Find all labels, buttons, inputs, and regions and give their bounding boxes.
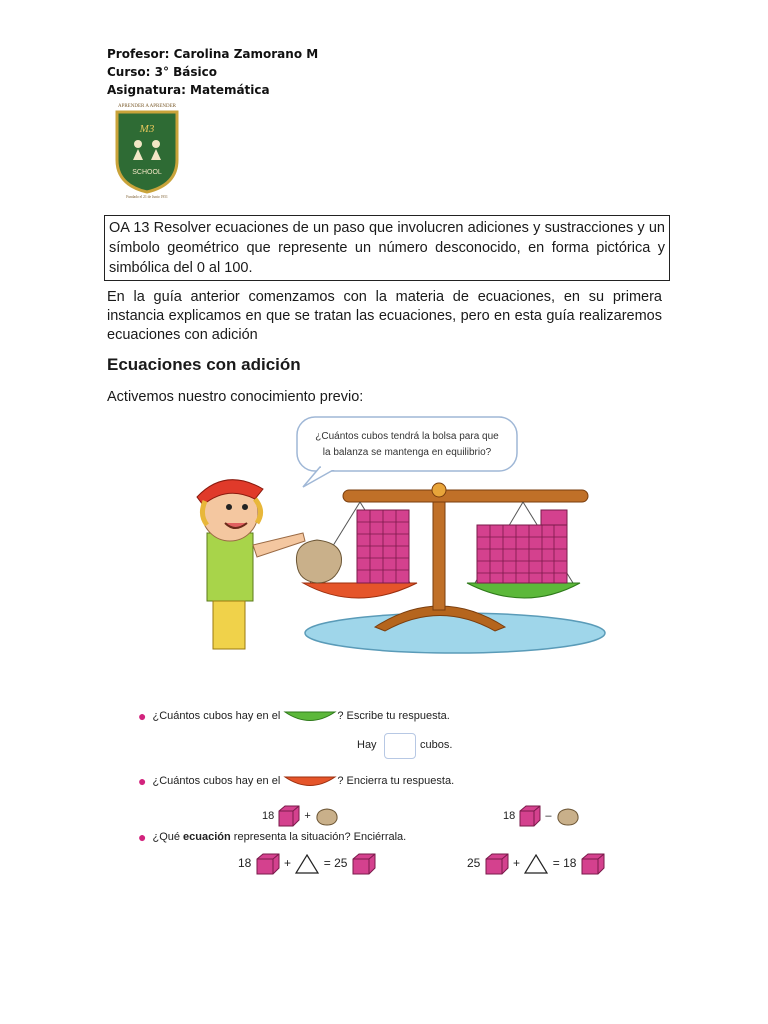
bag-icon [555,805,581,827]
section-title: Ecuaciones con adición [107,355,301,374]
cube-icon [580,853,606,875]
option-2-operator: – [545,809,552,822]
left-cube-stack [357,510,409,583]
subject-line: Asignatura: Matemática [107,83,270,97]
cube-icon [484,853,510,875]
question-3 [138,829,406,845]
document-header [107,45,318,99]
answer-input-box[interactable] [384,733,416,759]
triangle-icon [294,853,320,875]
bag-icon [296,540,341,583]
cube-icon [518,805,542,827]
cube-icon [277,805,301,827]
logo-bottom-text: Fundado el 21 de Junio 1951 [126,195,168,199]
triangle-icon [523,853,549,875]
course-line: Curso: 3° Básico [107,65,218,79]
bullet-icon: ● [138,708,147,724]
equation-1-number: 18 [238,856,252,871]
intro-paragraph: En la guía anterior comenzamos con la materia de ecuaciones, en su primera instancia explicamos en que se tratan las ecuaciones, pero en esta guía realizaremos ecuaciones con adición [107,289,662,343]
logo-emblem: M3 [139,123,155,135]
question-3-bold: ecuación [183,830,231,843]
equation-2[interactable] [467,853,606,875]
bag-icon [314,805,340,827]
balance-post [433,495,445,610]
boy-character [197,480,305,649]
question-1-text-b: ? Escribe tu respuesta. [337,709,450,722]
equation-2-number: 25 [467,856,481,871]
balance-illustration [185,415,615,675]
green-pan-icon [283,709,337,723]
table-top [305,613,605,653]
logo-top-text: APRENDER A APRENDER [117,104,177,109]
question-3-text-a: ¿Qué [152,830,184,843]
equation-2-plus: + [513,856,521,871]
right-pan-green [467,583,580,598]
question-2-text-a: ¿Cuántos cubos hay en el [152,774,281,787]
equation-1-plus: + [284,856,292,871]
bullet-icon: ● [138,829,147,845]
question-1 [138,708,450,724]
left-pan-red [303,583,417,598]
speech-bubble [297,417,517,487]
right-cube-stack [477,510,567,583]
prior-knowledge-text: Activemos nuestro conocimiento previo: [107,389,364,405]
option-1-operator: + [304,809,311,822]
option-2-number: 18 [503,809,516,822]
equation-2-result: = 18 [552,856,577,871]
school-logo [107,100,187,200]
logo-school: SCHOOL [132,169,162,176]
objective-box: OA 13 Resolver ecuaciones de un paso que involucren adiciones y sustracciones y un símbolo geométrico que represente un número desconocido, en forma pictórica y simbólica del 0 al 100. [104,215,670,281]
balance-beam [343,490,588,502]
question-1-text-a: ¿Cuántos cubos hay en el [152,709,281,722]
question-2 [138,773,454,789]
option-2[interactable] [503,805,581,827]
cubos-label: cubos. [420,739,453,751]
question-3-text-b: representa la situación? Enciérrala. [230,830,407,843]
bullet-icon: ● [138,773,147,789]
equation-1-result: = 25 [323,856,348,871]
hay-label: Hay [357,739,377,751]
teacher-line: Profesor: Carolina Zamorano M [107,47,319,61]
speech-line-2: la balanza se mantenga en equilibrio? [322,447,492,458]
option-1[interactable] [262,805,340,827]
question-2-text-b: ? Encierra tu respuesta. [337,774,455,787]
red-pan-icon [283,774,337,788]
cube-icon [351,853,377,875]
cube-icon [255,853,281,875]
equation-1[interactable] [238,853,377,875]
option-1-number: 18 [262,809,275,822]
speech-line-1: ¿Cuántos cubos tendrá la bolsa para que [315,431,499,442]
